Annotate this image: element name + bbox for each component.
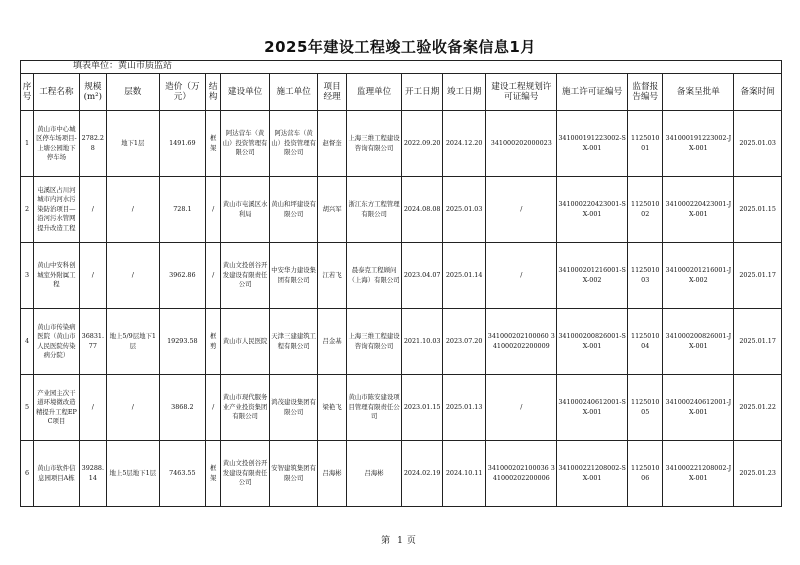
cell-approval-no: 341000191223002-JX-001 [663, 111, 734, 177]
header-col-builder: 建设单位 [221, 74, 270, 111]
cell-planning-permit: / [486, 177, 557, 243]
table-row [21, 309, 782, 375]
cell-start-date: 2024.02.19 [402, 441, 442, 507]
cell-project-name: 黄山市中心城区停车场项目-上塘公园地下停车场 [34, 111, 80, 177]
cell-start-date: 2023.01.15 [402, 375, 442, 441]
cell-approval-no: 341000201216001-JX-002 [663, 243, 734, 309]
cell-scale: / [79, 177, 106, 243]
cell-completion-date: 2025.01.14 [442, 243, 486, 309]
header-col-contractor: 施工单位 [269, 74, 318, 111]
cell-filing-date: 2025.01.17 [734, 309, 782, 375]
cell-project-name: 黄山市传染病医院（黄山市人民医院传染病分院） [34, 309, 80, 375]
cell-completion-date: 2023.07.20 [442, 309, 486, 375]
footer-suffix: 页 [406, 536, 419, 546]
cell-manager: 吕海彬 [318, 441, 346, 507]
header-col-report-no: 监督报告编号 [628, 74, 663, 111]
cell-cost: 728.1 [159, 177, 206, 243]
cell-filing-date: 2025.01.22 [734, 375, 782, 441]
header-col-scale: 规模(m²) [79, 74, 106, 111]
header-col-project-name: 工程名称 [34, 74, 80, 111]
cell-report-no: 112501005 [628, 375, 663, 441]
cell-construction-permit: 341000200826001-SX-001 [557, 309, 628, 375]
cell-floors: / [106, 177, 159, 243]
cell-supervisor: 上海三维工程建设咨询有限公司 [346, 309, 402, 375]
cell-manager: 赵督奎 [318, 111, 346, 177]
table-row [21, 243, 782, 309]
cell-report-no: 112501001 [628, 111, 663, 177]
cell-contractor: 鸿茂建设集团有限公司 [269, 375, 318, 441]
cell-filing-date: 2025.01.15 [734, 177, 782, 243]
cell-planning-permit: 341000202000023 [486, 111, 557, 177]
cell-builder: 阿达营车（黄山）投资管理有限公司 [221, 111, 270, 177]
cell-contractor: 中安华力建设集团有限公司 [269, 243, 318, 309]
header-col-manager: 项目经理 [318, 74, 346, 111]
cell-report-no: 112501004 [628, 309, 663, 375]
cell-contractor: 黄山和坪建设有限公司 [269, 177, 318, 243]
cell-construction-permit: 341000201216001-SX-002 [557, 243, 628, 309]
cell-floors: 地上5/9层地下1层 [106, 309, 159, 375]
page-title: 2025年建设工程竣工验收备案信息1月 [264, 38, 536, 56]
cell-index: 1 [21, 111, 34, 177]
page-number: 1 [397, 536, 403, 546]
cell-planning-permit: / [486, 243, 557, 309]
cell-planning-permit: / [486, 375, 557, 441]
table-row [21, 375, 782, 441]
header-col-cost: 造价（万元） [159, 74, 206, 111]
cell-completion-date: 2024.10.11 [442, 441, 486, 507]
header-col-floors: 层数 [106, 74, 159, 111]
cell-index: 5 [21, 375, 34, 441]
filler-row [21, 61, 782, 74]
cell-construction-permit: 341000191223002-SX-001 [557, 111, 628, 177]
cell-index: 4 [21, 309, 34, 375]
cell-manager: 江若飞 [318, 243, 346, 309]
filler-unit: 填表单位：黄山市质监站 [21, 61, 782, 74]
header-col-approval-no: 备案呈批单 [663, 74, 734, 111]
cell-floors: 地下1层 [106, 111, 159, 177]
cell-approval-no: 341000200826001-JX-001 [663, 309, 734, 375]
header-col-start-date: 开工日期 [402, 74, 442, 111]
cell-construction-permit: 341000220423001-SX-001 [557, 177, 628, 243]
cell-builder: 黄山市人民医院 [221, 309, 270, 375]
cell-supervisor: 吕海彬 [346, 441, 402, 507]
cell-project-name: 黄山中安科创城室外附属工程 [34, 243, 80, 309]
cell-cost: 1491.69 [159, 111, 206, 177]
cell-supervisor: 晨泰克工程顾问（上海）有限公司 [346, 243, 402, 309]
cell-supervisor: 黄山市陈安建设项目管理有限责任公司 [346, 375, 402, 441]
cell-scale: / [79, 375, 106, 441]
header-col-index: 序号 [21, 74, 34, 111]
cell-floors: / [106, 243, 159, 309]
cell-manager: 吕金基 [318, 309, 346, 375]
cell-structure: 框剪 [206, 309, 221, 375]
cell-project-name: 屯溪区占川河城市内河水污染防治项目—沿河污水管网提升改造工程 [34, 177, 80, 243]
cell-cost: 3962.86 [159, 243, 206, 309]
cell-completion-date: 2024.12.20 [442, 111, 486, 177]
cell-floors: / [106, 375, 159, 441]
cell-contractor: 阿达营车（黄山）投资管理有限公司 [269, 111, 318, 177]
table-row [21, 177, 782, 243]
cell-contractor: 天津三建建筑工程有限公司 [269, 309, 318, 375]
header-col-completion-date: 竣工日期 [442, 74, 486, 111]
cell-structure: 框架 [206, 111, 221, 177]
cell-index: 6 [21, 441, 34, 507]
cell-filing-date: 2025.01.23 [734, 441, 782, 507]
cell-completion-date: 2025.01.03 [442, 177, 486, 243]
cell-approval-no: 341000240612001-JX-001 [663, 375, 734, 441]
cell-index: 3 [21, 243, 34, 309]
cell-planning-permit: 341000202100036 341000202200006 [486, 441, 557, 507]
cell-scale: 36831.77 [79, 309, 106, 375]
cell-construction-permit: 341000240612001-SX-001 [557, 375, 628, 441]
cell-builder: 黄山市屯溪区水利局 [221, 177, 270, 243]
cell-approval-no: 341000220423001-JX-001 [663, 177, 734, 243]
cell-structure: / [206, 243, 221, 309]
cell-filing-date: 2025.01.17 [734, 243, 782, 309]
cell-scale: 39288.14 [79, 441, 106, 507]
cell-manager: 胡兴军 [318, 177, 346, 243]
cell-start-date: 2024.08.08 [402, 177, 442, 243]
cell-completion-date: 2025.01.13 [442, 375, 486, 441]
cell-start-date: 2023.04.07 [402, 243, 442, 309]
record-table [20, 60, 782, 507]
header-col-filing-date: 备案时间 [734, 74, 782, 111]
cell-report-no: 112501003 [628, 243, 663, 309]
cell-manager: 梁艳飞 [318, 375, 346, 441]
cell-cost: 19293.58 [159, 309, 206, 375]
cell-index: 2 [21, 177, 34, 243]
cell-start-date: 2021.10.03 [402, 309, 442, 375]
cell-report-no: 112501006 [628, 441, 663, 507]
cell-scale: 2782.28 [79, 111, 106, 177]
table-row [21, 441, 782, 507]
cell-builder: 黄山市现代服务业产业投资集团有限公司 [221, 375, 270, 441]
cell-structure: / [206, 177, 221, 243]
cell-supervisor: 浙江东方工程管理有限公司 [346, 177, 402, 243]
cell-supervisor: 上海三维工程建设咨询有限公司 [346, 111, 402, 177]
header-row [21, 74, 782, 111]
page-footer [0, 533, 800, 546]
cell-project-name: 产业园主次干道环境微改造精提升工程EPC项目 [34, 375, 80, 441]
header-col-supervisor: 监理单位 [346, 74, 402, 111]
cell-cost: 7463.55 [159, 441, 206, 507]
cell-cost: 3868.2 [159, 375, 206, 441]
cell-planning-permit: 341000202100060 341000202200009 [486, 309, 557, 375]
cell-floors: 地上5层地下1层 [106, 441, 159, 507]
cell-structure: / [206, 375, 221, 441]
header-col-construction-permit: 施工许可证编号 [557, 74, 628, 111]
table-row [21, 111, 782, 177]
header-col-planning-permit: 建设工程规划许可证编号 [486, 74, 557, 111]
cell-approval-no: 341000221208002-JX-001 [663, 441, 734, 507]
cell-structure: 框架 [206, 441, 221, 507]
cell-contractor: 安智建筑集团有限公司 [269, 441, 318, 507]
cell-report-no: 112501002 [628, 177, 663, 243]
header-col-structure: 结构 [206, 74, 221, 111]
cell-builder: 黄山文投创谷开发建设有限责任公司 [221, 441, 270, 507]
cell-start-date: 2022.09.20 [402, 111, 442, 177]
cell-scale: / [79, 243, 106, 309]
cell-filing-date: 2025.01.03 [734, 111, 782, 177]
footer-prefix: 第 [381, 536, 394, 546]
cell-project-name: 黄山市软件信息园项目A栋 [34, 441, 80, 507]
cell-builder: 黄山文投创谷开发建设有限责任公司 [221, 243, 270, 309]
cell-construction-permit: 341000221208002-SX-001 [557, 441, 628, 507]
